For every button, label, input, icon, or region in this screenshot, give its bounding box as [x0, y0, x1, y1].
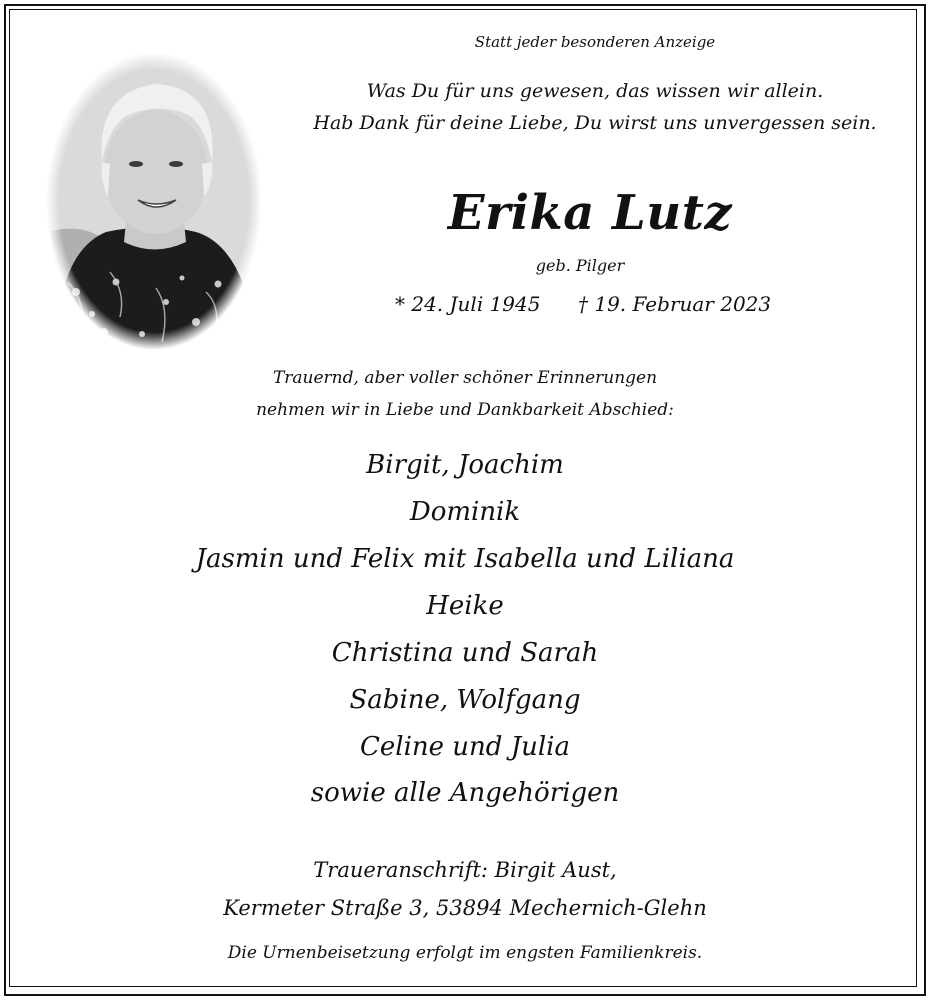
verse-line-1: Was Du für uns gewesen, das wissen wir allein.	[366, 80, 824, 102]
portrait-photo	[46, 52, 262, 350]
mourner-line: Sabine, Wolfgang	[349, 685, 581, 715]
deceased-name: Erika Lutz	[447, 185, 733, 241]
portrait-image	[46, 52, 262, 350]
address-line-1: Traueranschrift: Birgit Aust,	[313, 858, 617, 882]
mourning-text-line-1: Trauernd, aber voller schöner Erinnerungen	[272, 368, 658, 388]
intro-line: Statt jeder besonderen Anzeige	[474, 33, 716, 51]
mourner-line: Christina und Sarah	[331, 638, 599, 668]
verse-line-2: Hab Dank für deine Liebe, Du wirst uns unvergessen sein.	[313, 112, 877, 134]
birth-date: * 24. Juli 1945	[395, 292, 541, 316]
mourner-line: sowie alle Angehörigen	[310, 778, 620, 808]
mourning-text-line-2: nehmen wir in Liebe und Dankbarkeit Abschied:	[256, 400, 674, 420]
mourner-line: Birgit, Joachim	[366, 450, 564, 480]
mourner-line: Jasmin und Felix mit Isabella und Liliana	[195, 544, 735, 574]
death-date: † 19. Februar 2023	[578, 292, 772, 316]
mourner-line: Heike	[426, 591, 504, 621]
mourner-line: Dominik	[409, 497, 521, 527]
mourner-line: Celine und Julia	[359, 732, 570, 762]
address-line-2: Kermeter Straße 3, 53894 Mechernich-Glehn	[223, 896, 707, 920]
funeral-note: Die Urnenbeisetzung erfolgt im engsten Familienkreis.	[227, 943, 703, 963]
maiden-name: geb. Pilger	[535, 256, 625, 275]
